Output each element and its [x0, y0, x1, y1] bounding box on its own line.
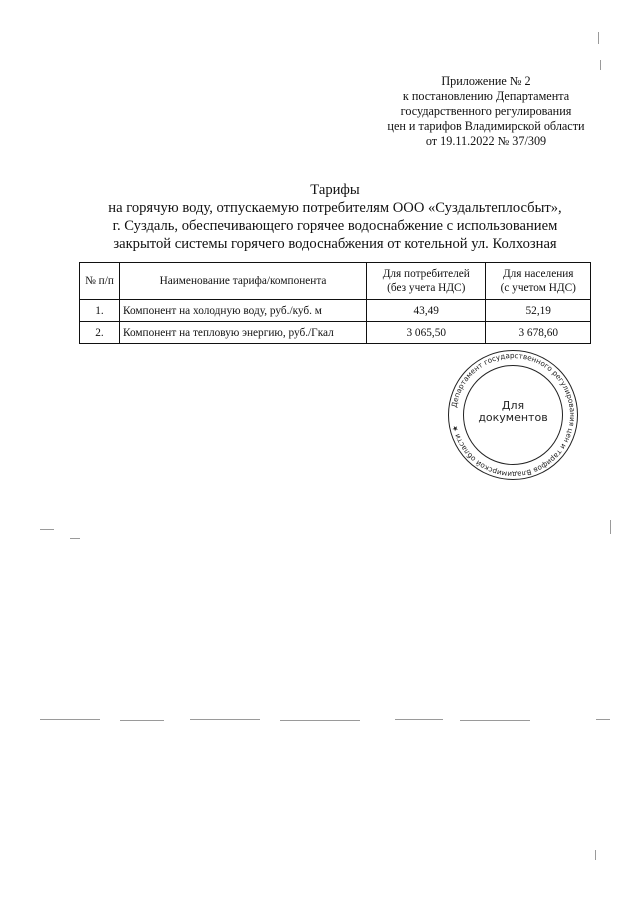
appendix-line: от 19.11.2022 № 37/309 — [425, 134, 547, 148]
title-line: закрытой системы горячего водоснабжения от котельной ул. Колхозная — [113, 236, 557, 252]
row-num: 2. — [80, 322, 120, 344]
row-population: 3 678,60 — [486, 322, 591, 344]
title-heading: Тарифы — [310, 182, 360, 198]
row-consumers: 3 065,50 — [367, 322, 486, 344]
header-name: Наименование тарифа/компонента — [120, 263, 367, 300]
row-consumers: 43,49 — [367, 300, 486, 322]
row-name: Компонент на тепловую энергию, руб./Гкал — [120, 322, 367, 344]
row-population: 52,19 — [486, 300, 591, 322]
stamp-center-line1: Для — [501, 399, 525, 412]
stamp-ring-text: Департамент государственного регулирования цен и тарифов Владимирской области ★ — [449, 350, 578, 480]
title-line: на горячую воду, отпускаемую потребителям ООО «Суздальтеплосбыт», — [108, 200, 562, 216]
header-num: № п/п — [80, 263, 120, 300]
header-consumers-line2: (без учета НДС) — [387, 282, 466, 294]
header-population-line2: (с учетом НДС) — [500, 282, 576, 294]
appendix-line: к постановлению Департамента — [402, 89, 570, 103]
appendix-line: цен и тарифов Владимирской области — [387, 119, 585, 133]
row-name: Компонент на холодную воду, руб./куб. м — [120, 300, 367, 322]
title-line: г. Суздаль, обеспечивающего горячее водоснабжение с использованием — [112, 218, 558, 234]
appendix-line: Приложение № 2 — [441, 74, 531, 88]
header-consumers-line1: Для потребителей — [382, 268, 470, 280]
header-population-line1: Для населения — [502, 268, 574, 280]
appendix-line: государственного регулирования — [400, 104, 572, 118]
row-num: 1. — [80, 300, 120, 322]
stamp-center-line2: документов — [478, 411, 548, 424]
